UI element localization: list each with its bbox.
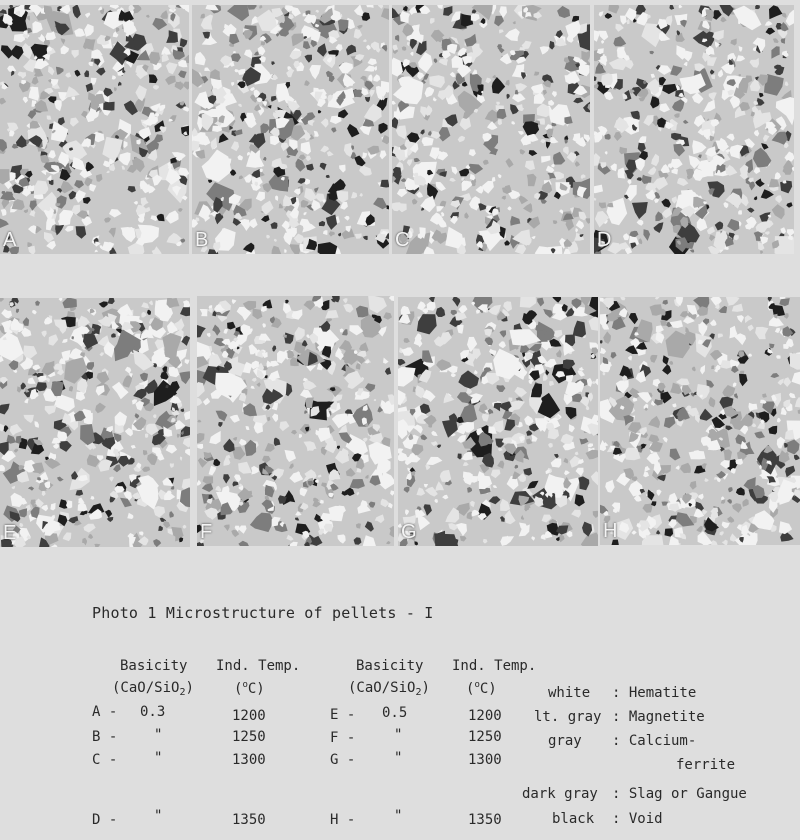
temp-header-right: Ind. Temp. [452,658,537,674]
row-label-d: D - [92,812,118,828]
micrograph-texture [600,297,800,545]
panel-letter-c: C [395,229,410,251]
row-temp-c: 1300 [232,752,266,768]
micrograph-texture [0,5,189,254]
row-label-a: A - [92,704,118,720]
micrograph-a [0,5,189,254]
row-label-c: C - [92,752,118,768]
micrograph-texture [197,296,394,546]
legend-shade-dark-gray: dark gray [522,786,598,802]
panel-letter-d: D [597,229,612,251]
row-basicity-a: 0.3 [140,704,166,720]
micrograph-texture [392,5,590,254]
row-basicity-e: 0.5 [382,705,408,721]
micrograph-texture [192,5,389,254]
micrograph-texture [594,5,794,254]
legend-phase-calcium: : Calcium- [612,733,697,749]
panel-letter-f: F [200,521,213,543]
legend-phase-slag: : Slag or Gangue [612,786,747,802]
row-label-g: G - [330,752,356,768]
temp-unit-left: ($^o$C) [234,680,265,697]
row-label-e: E - [330,707,356,723]
legend-phase-ferrite: ferrite [676,757,736,773]
row-label-h: H - [330,812,356,828]
row-temp-f: 1250 [468,729,502,745]
micrograph-b [192,5,389,254]
basicity-header-right: Basicity [356,658,424,674]
row-label-b: B - [92,729,118,745]
panel-letter-b: B [195,229,209,251]
micrograph-texture [0,298,190,547]
ratio-header-left: (CaO/SiO$_2$) [112,680,194,698]
row-temp-h: 1350 [468,812,502,828]
temp-header-left: Ind. Temp. [216,658,301,674]
panel-letter-h: H [603,520,618,542]
legend-shade-black: black [552,811,595,827]
legend-phase-magnetite: : Magnetite [612,709,705,725]
micrograph-e [0,298,190,547]
legend-shade-white: white [548,685,591,701]
row-basicity-h: " [394,808,403,824]
row-temp-b: 1250 [232,729,266,745]
panel-letter-e: E [3,522,17,544]
temp-unit-right: ($^o$C) [466,680,497,697]
ratio-header-right: (CaO/SiO$_2$) [348,680,430,698]
panel-letter-g: G [401,521,417,543]
row-basicity-c: " [154,750,163,766]
legend-shade-gray: gray [548,733,582,749]
row-temp-d: 1350 [232,812,266,828]
row-temp-a: 1200 [232,708,266,724]
micrograph-f [197,296,394,546]
micrograph-g [398,297,598,546]
legend-phase-void: : Void [612,811,663,827]
row-basicity-b: " [154,727,163,743]
micrograph-c [392,5,590,254]
micrograph-h [600,297,800,545]
row-temp-e: 1200 [468,708,502,724]
row-label-f: F - [330,730,356,746]
row-temp-g: 1300 [468,752,502,768]
micrograph-d [594,5,794,254]
basicity-header-left: Basicity [120,658,188,674]
panel-letter-a: A [3,229,17,251]
legend-shade-lt-gray: lt. gray [534,709,602,725]
row-basicity-f: " [394,727,403,743]
legend-phase-hematite: : Hematite [612,685,697,701]
row-basicity-g: " [394,750,403,766]
row-basicity-d: " [154,808,163,824]
micrograph-texture [398,297,598,546]
photo-caption: Photo 1 Microstructure of pellets - I [92,604,434,622]
